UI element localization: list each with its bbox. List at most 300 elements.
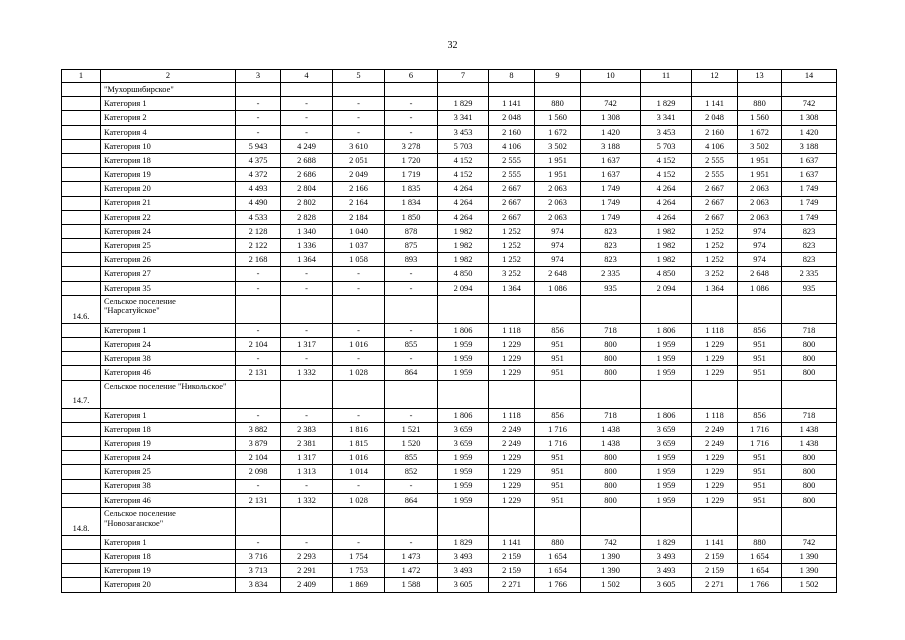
value-cell: 1 016 bbox=[333, 338, 385, 352]
value-cell: 1 850 bbox=[385, 210, 438, 224]
value-cell: 2 667 bbox=[489, 196, 535, 210]
value-cell: 855 bbox=[385, 451, 438, 465]
value-cell: 1 749 bbox=[782, 182, 837, 196]
value-cell: 1 229 bbox=[489, 479, 535, 493]
value-cell bbox=[782, 507, 837, 535]
value-cell bbox=[438, 295, 489, 323]
value-cell: 2 168 bbox=[236, 253, 281, 267]
value-cell: 2 122 bbox=[236, 239, 281, 253]
value-cell: 2 648 bbox=[738, 267, 782, 281]
category-row bbox=[62, 210, 837, 224]
value-cell: - bbox=[333, 479, 385, 493]
value-cell: 742 bbox=[782, 97, 837, 111]
value-cell bbox=[535, 83, 581, 97]
value-cell: 1 560 bbox=[535, 111, 581, 125]
value-cell: 4 493 bbox=[236, 182, 281, 196]
value-cell: 823 bbox=[782, 224, 837, 238]
value-cell: 718 bbox=[581, 408, 641, 422]
value-cell: - bbox=[333, 97, 385, 111]
value-cell: 1 141 bbox=[692, 535, 738, 549]
value-cell: 800 bbox=[581, 338, 641, 352]
value-cell: 1 118 bbox=[489, 408, 535, 422]
column-number-cell: 13 bbox=[738, 70, 782, 83]
value-cell: 951 bbox=[535, 352, 581, 366]
value-cell: 2 335 bbox=[782, 267, 837, 281]
value-cell: 2 688 bbox=[281, 153, 333, 167]
value-cell: - bbox=[281, 479, 333, 493]
value-cell: 1 716 bbox=[738, 422, 782, 436]
value-cell: 1 654 bbox=[738, 564, 782, 578]
value-cell: 951 bbox=[738, 493, 782, 507]
row-index-cell bbox=[62, 578, 101, 592]
value-cell: 1 390 bbox=[782, 564, 837, 578]
value-cell: - bbox=[333, 267, 385, 281]
value-cell: 1 229 bbox=[489, 465, 535, 479]
value-cell bbox=[641, 380, 692, 408]
column-number-cell: 10 bbox=[581, 70, 641, 83]
value-cell: - bbox=[236, 267, 281, 281]
value-cell: - bbox=[333, 281, 385, 295]
value-cell bbox=[641, 295, 692, 323]
row-index-cell: 14.8. bbox=[62, 507, 101, 535]
value-cell bbox=[738, 380, 782, 408]
value-cell: 2 160 bbox=[489, 125, 535, 139]
value-cell: 1 390 bbox=[782, 550, 837, 564]
value-cell bbox=[385, 380, 438, 408]
value-cell: 1 014 bbox=[333, 465, 385, 479]
category-name-cell: Категория 26 bbox=[101, 253, 236, 267]
value-cell: 864 bbox=[385, 493, 438, 507]
value-cell: - bbox=[236, 535, 281, 549]
column-number-cell: 3 bbox=[236, 70, 281, 83]
value-cell: - bbox=[236, 111, 281, 125]
value-cell: 4 264 bbox=[438, 210, 489, 224]
column-number-cell: 7 bbox=[438, 70, 489, 83]
value-cell: 1 252 bbox=[692, 253, 738, 267]
value-cell: 5 703 bbox=[641, 139, 692, 153]
value-cell: 1 959 bbox=[438, 465, 489, 479]
value-cell: 2 104 bbox=[236, 338, 281, 352]
value-cell: 2 249 bbox=[489, 422, 535, 436]
value-cell: 1 982 bbox=[641, 253, 692, 267]
value-cell bbox=[535, 507, 581, 535]
value-cell: 1 317 bbox=[281, 338, 333, 352]
value-cell: 3 252 bbox=[692, 267, 738, 281]
category-name-cell: Категория 18 bbox=[101, 422, 236, 436]
value-cell: 951 bbox=[738, 465, 782, 479]
value-cell: 1 252 bbox=[489, 253, 535, 267]
value-cell: 951 bbox=[738, 451, 782, 465]
value-cell bbox=[438, 83, 489, 97]
value-cell: 2 063 bbox=[738, 210, 782, 224]
value-cell: 800 bbox=[581, 451, 641, 465]
value-cell: 742 bbox=[581, 97, 641, 111]
value-cell: 2 804 bbox=[281, 182, 333, 196]
row-index-cell: 14.6. bbox=[62, 295, 101, 323]
value-cell: 1 766 bbox=[535, 578, 581, 592]
value-cell: 1 959 bbox=[641, 465, 692, 479]
value-cell: 1 829 bbox=[438, 97, 489, 111]
category-row bbox=[62, 224, 837, 238]
row-index-cell bbox=[62, 139, 101, 153]
category-row bbox=[62, 182, 837, 196]
value-cell: 951 bbox=[738, 366, 782, 380]
value-cell: 2 802 bbox=[281, 196, 333, 210]
value-cell: 3 493 bbox=[641, 564, 692, 578]
column-number-cell: 14 bbox=[782, 70, 837, 83]
category-row bbox=[62, 97, 837, 111]
value-cell: 3 716 bbox=[236, 550, 281, 564]
value-cell: 1 058 bbox=[333, 253, 385, 267]
value-cell bbox=[738, 507, 782, 535]
value-cell: 2 128 bbox=[236, 224, 281, 238]
value-cell: 1 959 bbox=[641, 338, 692, 352]
category-name-cell: Категория 24 bbox=[101, 451, 236, 465]
value-cell: 2 166 bbox=[333, 182, 385, 196]
value-cell bbox=[438, 507, 489, 535]
value-cell: 951 bbox=[738, 479, 782, 493]
value-cell: 823 bbox=[581, 253, 641, 267]
value-cell: 2 249 bbox=[692, 436, 738, 450]
value-cell: 1 806 bbox=[438, 323, 489, 337]
value-cell: 1 141 bbox=[489, 97, 535, 111]
value-cell: 1 959 bbox=[641, 479, 692, 493]
value-cell bbox=[236, 507, 281, 535]
value-cell: 4 850 bbox=[641, 267, 692, 281]
value-cell: 875 bbox=[385, 239, 438, 253]
value-cell: 2 184 bbox=[333, 210, 385, 224]
value-cell: 800 bbox=[782, 493, 837, 507]
value-cell: 1 959 bbox=[438, 338, 489, 352]
value-cell: - bbox=[333, 352, 385, 366]
value-cell: 2 063 bbox=[535, 182, 581, 196]
value-cell: 1 438 bbox=[581, 422, 641, 436]
value-cell bbox=[333, 83, 385, 97]
value-cell: 974 bbox=[738, 239, 782, 253]
value-cell: 3 341 bbox=[641, 111, 692, 125]
value-cell: 2 555 bbox=[692, 168, 738, 182]
value-cell: 880 bbox=[535, 97, 581, 111]
category-name-cell: Категория 19 bbox=[101, 564, 236, 578]
category-row bbox=[62, 479, 837, 493]
row-index-cell bbox=[62, 97, 101, 111]
value-cell: 2 667 bbox=[489, 182, 535, 196]
value-cell: 3 188 bbox=[782, 139, 837, 153]
value-cell: 1 959 bbox=[438, 366, 489, 380]
category-name-cell: Категория 38 bbox=[101, 479, 236, 493]
value-cell: 1 229 bbox=[692, 479, 738, 493]
value-cell: 1 719 bbox=[385, 168, 438, 182]
value-cell: 2 049 bbox=[333, 168, 385, 182]
value-cell: - bbox=[333, 323, 385, 337]
value-cell: 1 521 bbox=[385, 422, 438, 436]
category-row bbox=[62, 578, 837, 592]
value-cell: 4 264 bbox=[641, 210, 692, 224]
value-cell: 1 229 bbox=[692, 338, 738, 352]
column-number-cell: 9 bbox=[535, 70, 581, 83]
category-row bbox=[62, 550, 837, 564]
value-cell: 2 409 bbox=[281, 578, 333, 592]
value-cell: - bbox=[281, 408, 333, 422]
value-cell: 718 bbox=[782, 323, 837, 337]
value-cell: 1 118 bbox=[692, 408, 738, 422]
value-cell: 3 493 bbox=[438, 550, 489, 564]
value-cell: 1 637 bbox=[581, 153, 641, 167]
value-cell: 856 bbox=[535, 408, 581, 422]
value-cell: 1 749 bbox=[581, 182, 641, 196]
category-name-cell: Категория 19 bbox=[101, 436, 236, 450]
value-cell: 2 159 bbox=[692, 564, 738, 578]
value-cell: 1 229 bbox=[692, 493, 738, 507]
category-row bbox=[62, 239, 837, 253]
column-number-cell: 4 bbox=[281, 70, 333, 83]
value-cell: 1 308 bbox=[782, 111, 837, 125]
value-cell: 1 438 bbox=[581, 436, 641, 450]
value-cell bbox=[438, 380, 489, 408]
value-cell bbox=[581, 295, 641, 323]
value-cell: 2 063 bbox=[738, 196, 782, 210]
row-index-cell bbox=[62, 239, 101, 253]
value-cell: 2 686 bbox=[281, 168, 333, 182]
value-cell: 2 555 bbox=[489, 168, 535, 182]
category-row bbox=[62, 111, 837, 125]
value-cell: 974 bbox=[535, 239, 581, 253]
value-cell: 823 bbox=[782, 253, 837, 267]
column-number-cell: 12 bbox=[692, 70, 738, 83]
value-cell: - bbox=[281, 267, 333, 281]
value-cell: 1 982 bbox=[641, 239, 692, 253]
value-cell: 2 667 bbox=[692, 210, 738, 224]
value-cell bbox=[641, 83, 692, 97]
value-cell bbox=[581, 380, 641, 408]
value-cell: - bbox=[385, 535, 438, 549]
value-cell: 1 118 bbox=[489, 323, 535, 337]
value-cell: 3 188 bbox=[581, 139, 641, 153]
value-cell: - bbox=[385, 408, 438, 422]
value-cell: 2 335 bbox=[581, 267, 641, 281]
row-index-cell bbox=[62, 465, 101, 479]
value-cell: 800 bbox=[581, 493, 641, 507]
settlement-name-cell: Сельское поселение "Никольское" bbox=[101, 380, 236, 408]
value-cell: 3 659 bbox=[438, 422, 489, 436]
value-cell: 2 271 bbox=[489, 578, 535, 592]
value-cell: 742 bbox=[782, 535, 837, 549]
value-cell: 1 141 bbox=[692, 97, 738, 111]
value-cell: 1 815 bbox=[333, 436, 385, 450]
value-cell bbox=[236, 83, 281, 97]
value-cell: 3 453 bbox=[641, 125, 692, 139]
table-body bbox=[62, 70, 837, 593]
value-cell: 974 bbox=[535, 253, 581, 267]
settlement-row bbox=[62, 507, 837, 535]
value-cell: - bbox=[281, 111, 333, 125]
value-cell: 3 713 bbox=[236, 564, 281, 578]
value-cell: 4 152 bbox=[641, 153, 692, 167]
value-cell: 1 141 bbox=[489, 535, 535, 549]
value-cell: 1 229 bbox=[489, 451, 535, 465]
value-cell: 3 341 bbox=[438, 111, 489, 125]
value-cell: 2 159 bbox=[489, 564, 535, 578]
value-cell: 2 048 bbox=[692, 111, 738, 125]
value-cell: 718 bbox=[581, 323, 641, 337]
value-cell bbox=[385, 83, 438, 97]
category-row bbox=[62, 451, 837, 465]
value-cell: - bbox=[281, 352, 333, 366]
row-index-cell bbox=[62, 352, 101, 366]
value-cell: - bbox=[236, 97, 281, 111]
value-cell: 1 336 bbox=[281, 239, 333, 253]
value-cell: 2 094 bbox=[438, 281, 489, 295]
category-row bbox=[62, 196, 837, 210]
value-cell: 823 bbox=[581, 239, 641, 253]
row-index-cell bbox=[62, 436, 101, 450]
value-cell: - bbox=[281, 281, 333, 295]
category-row bbox=[62, 366, 837, 380]
value-cell: - bbox=[385, 125, 438, 139]
value-cell: 823 bbox=[581, 224, 641, 238]
value-cell: 1 749 bbox=[581, 210, 641, 224]
value-cell: 1 560 bbox=[738, 111, 782, 125]
value-cell: 1 420 bbox=[581, 125, 641, 139]
value-cell: 856 bbox=[738, 408, 782, 422]
row-index-cell bbox=[62, 451, 101, 465]
value-cell: 1 332 bbox=[281, 366, 333, 380]
value-cell: - bbox=[333, 111, 385, 125]
value-cell bbox=[535, 295, 581, 323]
value-cell: 1 959 bbox=[641, 366, 692, 380]
value-cell: 4 533 bbox=[236, 210, 281, 224]
category-name-cell: Категория 21 bbox=[101, 196, 236, 210]
category-name-cell: Категория 19 bbox=[101, 168, 236, 182]
value-cell: 4 152 bbox=[438, 153, 489, 167]
value-cell: 800 bbox=[782, 451, 837, 465]
value-cell bbox=[333, 507, 385, 535]
value-cell: 1 364 bbox=[692, 281, 738, 295]
category-row bbox=[62, 408, 837, 422]
value-cell: 3 278 bbox=[385, 139, 438, 153]
row-index-cell bbox=[62, 408, 101, 422]
value-cell: 1 364 bbox=[281, 253, 333, 267]
value-cell bbox=[236, 380, 281, 408]
value-cell: 1 959 bbox=[438, 352, 489, 366]
value-cell: - bbox=[236, 281, 281, 295]
value-cell: 2 160 bbox=[692, 125, 738, 139]
value-cell bbox=[489, 83, 535, 97]
value-cell bbox=[738, 295, 782, 323]
value-cell: 1 229 bbox=[489, 352, 535, 366]
category-row bbox=[62, 422, 837, 436]
value-cell bbox=[692, 507, 738, 535]
value-cell: 2 159 bbox=[489, 550, 535, 564]
column-number-cell: 11 bbox=[641, 70, 692, 83]
value-cell: 2 648 bbox=[535, 267, 581, 281]
value-cell: 1 716 bbox=[535, 422, 581, 436]
category-row bbox=[62, 125, 837, 139]
value-cell: 1 028 bbox=[333, 493, 385, 507]
value-cell: 2 271 bbox=[692, 578, 738, 592]
value-cell: 974 bbox=[535, 224, 581, 238]
row-index-cell bbox=[62, 493, 101, 507]
value-cell: 974 bbox=[738, 224, 782, 238]
value-cell: 1 637 bbox=[782, 153, 837, 167]
value-cell: 5 703 bbox=[438, 139, 489, 153]
value-cell: 1 806 bbox=[641, 323, 692, 337]
value-cell: 4 106 bbox=[489, 139, 535, 153]
row-index-cell bbox=[62, 535, 101, 549]
value-cell: - bbox=[385, 97, 438, 111]
row-index-cell bbox=[62, 366, 101, 380]
value-cell bbox=[738, 83, 782, 97]
value-cell: 974 bbox=[738, 253, 782, 267]
category-name-cell: Категория 4 bbox=[101, 125, 236, 139]
value-cell: 1 438 bbox=[782, 422, 837, 436]
value-cell: 1 252 bbox=[692, 239, 738, 253]
row-index-cell: 14.7. bbox=[62, 380, 101, 408]
column-number-cell: 1 bbox=[62, 70, 101, 83]
value-cell: 1 037 bbox=[333, 239, 385, 253]
value-cell: 800 bbox=[782, 479, 837, 493]
value-cell: 2 555 bbox=[692, 153, 738, 167]
value-cell: 1 829 bbox=[438, 535, 489, 549]
value-cell: 951 bbox=[738, 338, 782, 352]
value-cell: - bbox=[236, 125, 281, 139]
value-cell: 3 453 bbox=[438, 125, 489, 139]
value-cell: 4 375 bbox=[236, 153, 281, 167]
value-cell: 5 943 bbox=[236, 139, 281, 153]
category-row bbox=[62, 139, 837, 153]
row-index-cell bbox=[62, 111, 101, 125]
category-name-cell: Категория 24 bbox=[101, 338, 236, 352]
value-cell: - bbox=[236, 323, 281, 337]
value-cell: 2 828 bbox=[281, 210, 333, 224]
value-cell bbox=[281, 380, 333, 408]
value-cell: 800 bbox=[782, 338, 837, 352]
value-cell: 1 835 bbox=[385, 182, 438, 196]
category-row bbox=[62, 168, 837, 182]
row-index-cell bbox=[62, 338, 101, 352]
value-cell bbox=[581, 507, 641, 535]
value-cell: 1 806 bbox=[438, 408, 489, 422]
value-cell: 1 982 bbox=[438, 253, 489, 267]
category-row bbox=[62, 352, 837, 366]
category-row bbox=[62, 267, 837, 281]
value-cell: 1 672 bbox=[535, 125, 581, 139]
row-index-cell bbox=[62, 253, 101, 267]
value-cell bbox=[782, 295, 837, 323]
value-cell: 864 bbox=[385, 366, 438, 380]
value-cell: 1 229 bbox=[692, 352, 738, 366]
category-name-cell: Категория 46 bbox=[101, 493, 236, 507]
value-cell: 1 982 bbox=[438, 239, 489, 253]
value-cell: 1 753 bbox=[333, 564, 385, 578]
value-cell: 2 249 bbox=[489, 436, 535, 450]
value-cell: 1 754 bbox=[333, 550, 385, 564]
category-row bbox=[62, 493, 837, 507]
value-cell: 1 252 bbox=[489, 239, 535, 253]
value-cell: 935 bbox=[782, 281, 837, 295]
page-number: 32 bbox=[447, 40, 458, 51]
value-cell: 1 951 bbox=[535, 168, 581, 182]
value-cell: 951 bbox=[738, 352, 782, 366]
category-row bbox=[62, 564, 837, 578]
category-name-cell: Категория 24 bbox=[101, 224, 236, 238]
value-cell: 4 249 bbox=[281, 139, 333, 153]
column-number-cell: 8 bbox=[489, 70, 535, 83]
value-cell: 951 bbox=[535, 366, 581, 380]
value-cell: 2 667 bbox=[489, 210, 535, 224]
value-cell: 2 555 bbox=[489, 153, 535, 167]
value-cell: 800 bbox=[782, 465, 837, 479]
